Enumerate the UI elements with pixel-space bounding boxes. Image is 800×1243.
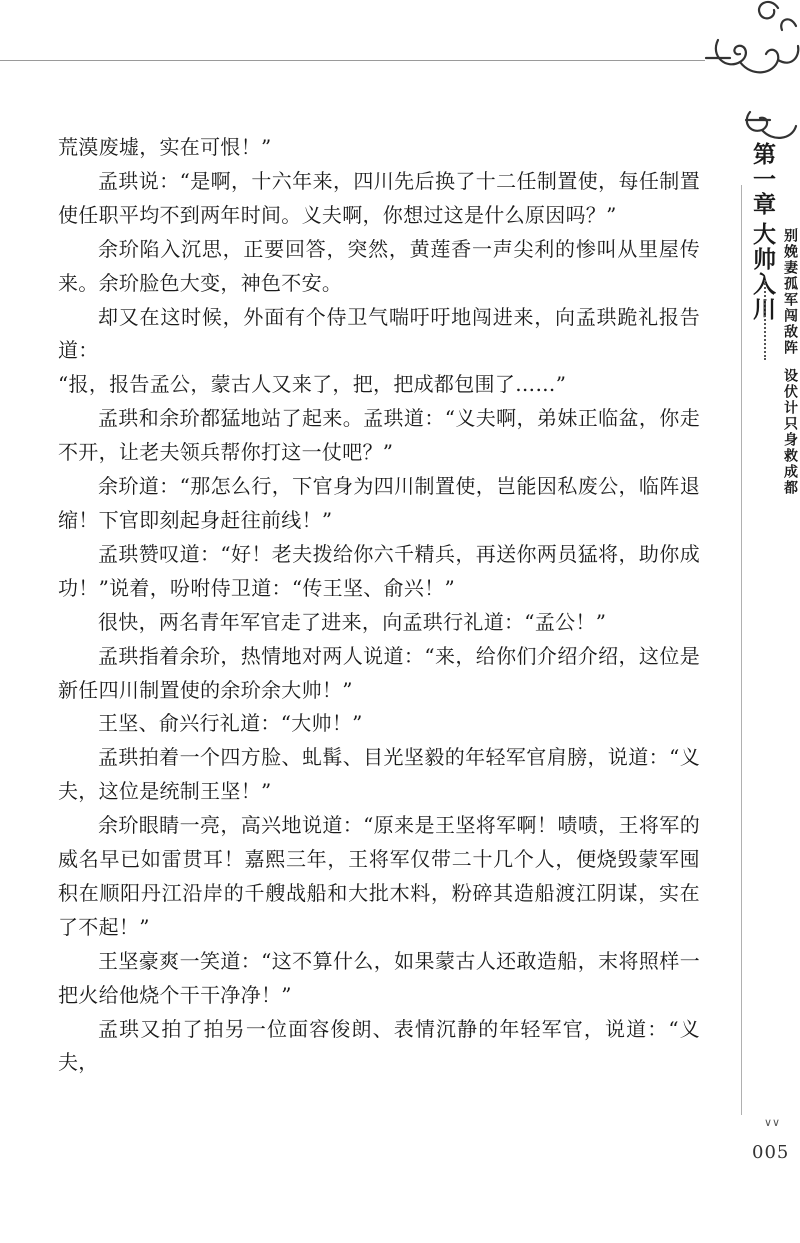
page-number: 005 <box>752 1142 790 1163</box>
paragraph: “报，报告孟公，蒙古人又来了，把，把成都包围了……” <box>58 372 567 397</box>
paragraph: 荒漠废墟，实在可恨！” <box>58 135 272 159</box>
paragraph: 余玠道：“那怎么行，下官身为四川制置使，岂能因私废公，临阵退缩！下官即刻起身赶往前线！” <box>58 474 700 532</box>
paragraph: 孟珙又拍了拍另一位面容俊朗、表情沉静的年轻军官，说道：“义夫， <box>58 1016 700 1075</box>
chapter-title: 大帅入川 <box>749 222 776 322</box>
paragraph: 孟珙说：“是啊，十六年来，四川先后换了十二任制置使，每任制置使任职平均不到两年时间。义夫啊，你想过这是什么原因吗？” <box>58 168 700 227</box>
paragraph: 王坚豪爽一笑道：“这不算什么，如果蒙古人还敢造船，末将照样一把火给他烧个干干净净！” <box>58 948 700 1007</box>
body-text <box>58 131 700 1080</box>
paragraph: 却又在这时候，外面有个侍卫气喘吁吁地闯进来，向孟珙跪礼报告道： <box>58 304 700 363</box>
paragraph: 余玠眼睛一亮，高兴地说道：“原来是王坚将军啊！啧啧，王将军的威名早已如雷贯耳！嘉熙三年，王将军仅带二十几个人，便烧毁蒙军囤积在顺阳丹江沿岸的千艘战船和大批木料，粉碎其造船渡江阴谋，实在了不起！” <box>58 813 700 939</box>
chapter-subtitle-2: 设伏计只身救成都 <box>782 368 798 496</box>
chapter-subtitle-1: 别娩妻孤军闯敌阵 <box>782 228 798 356</box>
chapter-number: 第一章 <box>749 142 776 217</box>
page-marker: ∨∨ <box>763 1116 781 1129</box>
paragraph: 余玠陷入沉思，正要回答，突然，黄莲香一声尖利的惨叫从里屋传来。余玠脸色大变，神色不安。 <box>58 236 700 295</box>
paragraph: 王坚、俞兴行礼道：“大帅！” <box>98 711 363 736</box>
paragraph: 孟珙和余玠都猛地站了起来。孟珙道：“义夫啊，弟妹正临盆，你走不开，让老夫领兵帮你打这一仗吧？” <box>58 406 700 465</box>
header-rule <box>0 60 705 61</box>
paragraph: 很快，两名青年军官走了进来，向孟珙行礼道：“孟公！” <box>98 609 607 634</box>
chapter-divider <box>764 280 770 360</box>
paragraph: 孟珙拍着一个四方脸、虬髯、目光坚毅的年轻军官肩膀，说道：“义夫，这位是统制王坚！” <box>58 745 700 804</box>
margin-rule <box>741 185 742 1115</box>
paragraph: 孟珙赞叹道：“好！老夫拨给你六千精兵，再送你两员猛将，助你成功！”说着，吩咐侍卫道：“传王坚、俞兴！” <box>58 541 700 600</box>
paragraph: 孟珙指着余玠，热情地对两人说道：“来，给你们介绍介绍，这位是新任四川制置使的余玠余大帅！” <box>58 643 700 702</box>
